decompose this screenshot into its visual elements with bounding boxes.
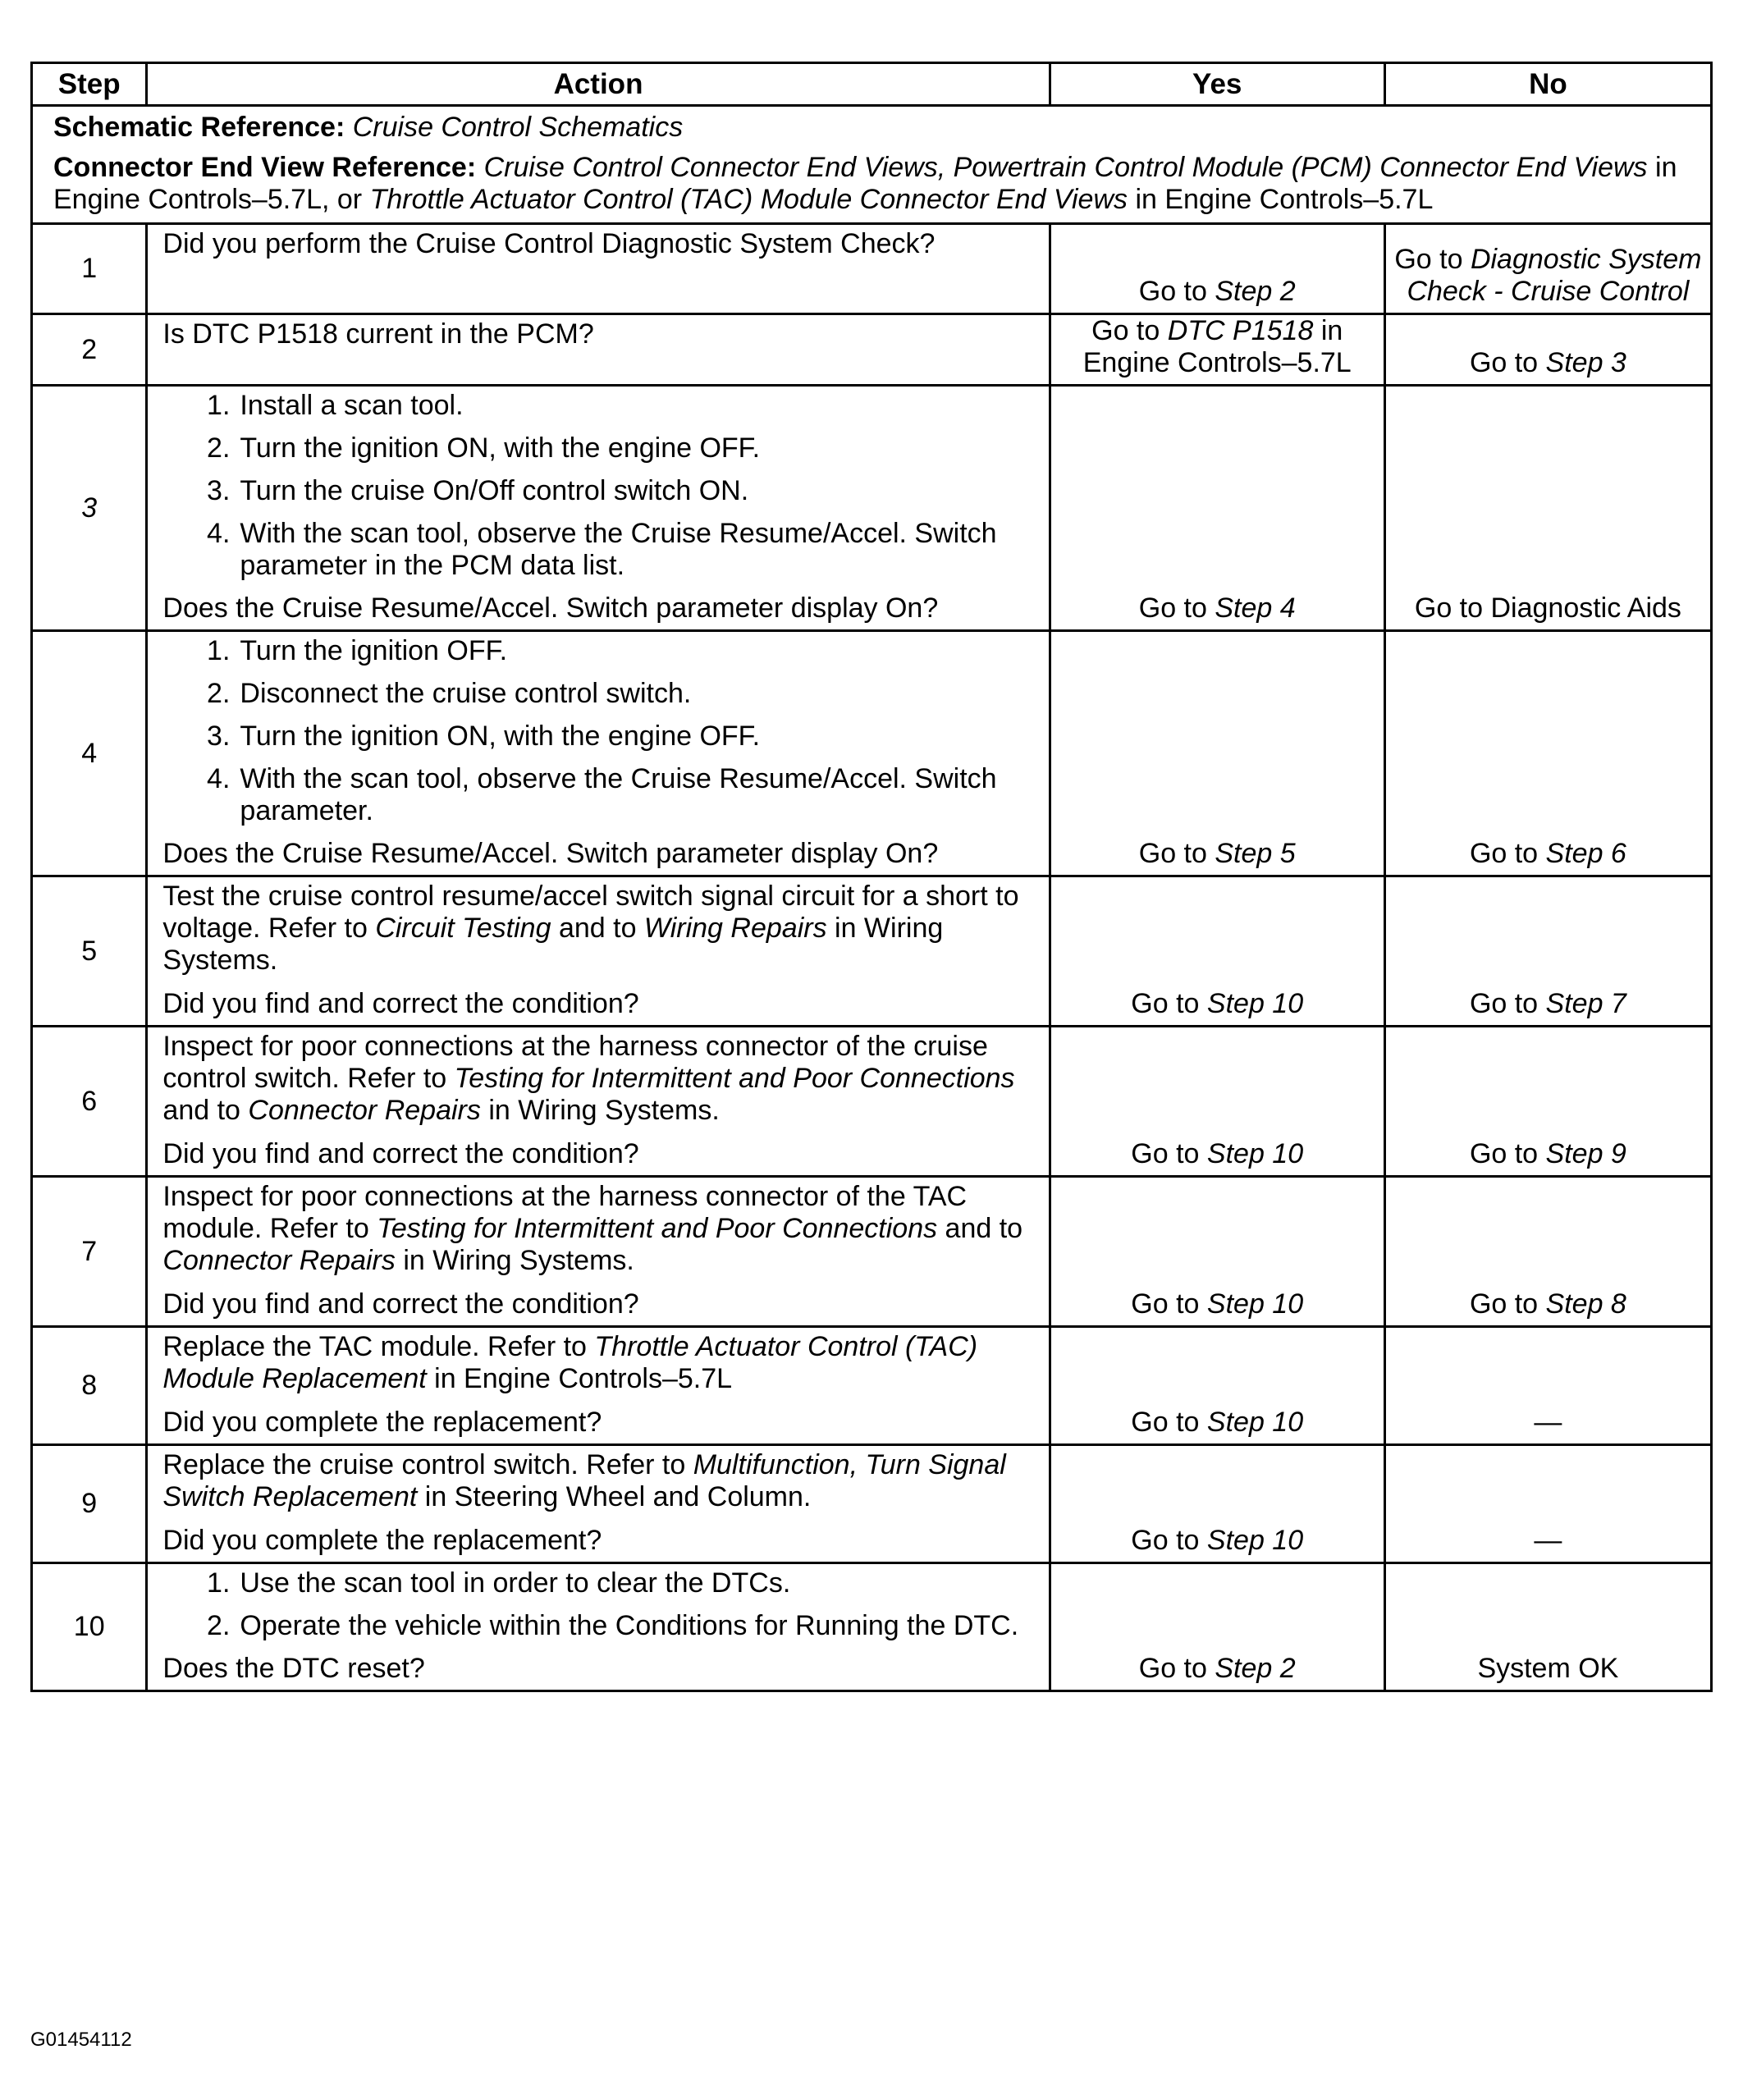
- text-run: in Engine Controls–5.7L: [1128, 184, 1434, 215]
- text-run: in Engine Controls–5.7L: [1082, 315, 1352, 378]
- list-number: 4.: [207, 518, 231, 549]
- step-number: 4: [32, 631, 147, 876]
- step-row: [32, 1563, 1712, 1691]
- list-text: With the scan tool, observe the Cruise Resume/Accel. Switch parameter.: [240, 763, 997, 826]
- no-result: [1384, 876, 1711, 1027]
- text-run: Testing for Intermittent and Poor Connections: [454, 1063, 1015, 1094]
- action-question: Did you find and correct the condition?: [162, 1138, 639, 1169]
- text-run: Step 4: [1215, 592, 1296, 624]
- step-number: 1: [32, 224, 147, 314]
- schematic-reference-value: Cruise Control Schematics: [352, 112, 684, 143]
- action-paragraph: [162, 1181, 1035, 1277]
- step-row: [32, 631, 1712, 876]
- yes-result: [1050, 224, 1384, 314]
- text-run: Go to: [1131, 988, 1207, 1019]
- no-result: [1384, 1177, 1711, 1327]
- list-text: Operate the vehicle within the Conditions for Running the DTC.: [240, 1610, 1019, 1641]
- step-number: 9: [32, 1445, 147, 1563]
- yes-result: [1050, 314, 1384, 386]
- text-run: Connector Repairs: [248, 1095, 481, 1126]
- text-run: Go to Diagnostic Aids: [1414, 592, 1681, 624]
- action-list: [162, 1567, 1035, 1642]
- text-run: Go to: [1131, 1138, 1207, 1169]
- step-action: [147, 1027, 1050, 1177]
- text-run: Go to: [1138, 1653, 1215, 1684]
- figure-code: G01454112: [30, 2029, 132, 2051]
- text-run: Multifunction, Turn Signal Switch Replacement: [162, 1449, 1006, 1512]
- step-action: [147, 314, 1050, 386]
- step-number: 7: [32, 1177, 147, 1327]
- text-run: System OK: [1477, 1653, 1619, 1684]
- list-item: [162, 763, 1035, 827]
- reference-row: [32, 106, 1712, 224]
- action-paragraph: [162, 1031, 1035, 1127]
- step-action: [147, 1327, 1050, 1445]
- step-row: [32, 1177, 1712, 1327]
- action-question: Did you find and correct the condition?: [162, 988, 639, 1019]
- list-text: Install a scan tool.: [240, 390, 464, 421]
- no-result: [1384, 1027, 1711, 1177]
- text-run: in Steering Wheel and Column.: [417, 1481, 812, 1512]
- text-run: Circuit Testing: [375, 913, 551, 944]
- step-row: [32, 1327, 1712, 1445]
- text-run: Step 6: [1545, 838, 1626, 869]
- text-run: Step 10: [1206, 1288, 1304, 1320]
- diagnostic-table: [30, 62, 1713, 1692]
- header-yes: Yes: [1050, 63, 1384, 106]
- list-number: 1.: [207, 1567, 231, 1599]
- list-text: Use the scan tool in order to clear the DTCs.: [240, 1567, 791, 1599]
- list-number: 2.: [207, 432, 231, 464]
- step-number: 10: [32, 1563, 147, 1691]
- list-number: 3.: [207, 721, 231, 752]
- text-run: Step 3: [1545, 347, 1626, 378]
- no-result: [1384, 1327, 1711, 1445]
- text-run: Inspect for poor connections at the harness connector of the TAC module. Refer to: [162, 1181, 968, 1244]
- step-row: [32, 224, 1712, 314]
- text-run: Step 7: [1545, 988, 1626, 1019]
- list-item: [162, 635, 1035, 667]
- action-paragraph: [162, 881, 1035, 977]
- step-action: [147, 631, 1050, 876]
- step-action: [147, 1177, 1050, 1327]
- action-question: Did you complete the replacement?: [162, 1525, 602, 1556]
- text-run: Go to: [1469, 988, 1546, 1019]
- text-run: Testing for Intermittent and Poor Connections: [377, 1213, 938, 1244]
- step-action: [147, 386, 1050, 631]
- text-run: Step 10: [1206, 1525, 1304, 1556]
- text-run: Step 10: [1206, 1138, 1304, 1169]
- header-row: [32, 63, 1712, 106]
- step-number: 5: [32, 876, 147, 1027]
- text-run: Go to: [1131, 1288, 1207, 1320]
- action-list: [162, 390, 1035, 582]
- header-no: No: [1384, 63, 1711, 106]
- step-row: [32, 386, 1712, 631]
- list-item: [162, 518, 1035, 582]
- text-run: in Wiring Systems.: [162, 913, 944, 976]
- step-number: 8: [32, 1327, 147, 1445]
- text-run: Step 2: [1215, 276, 1296, 307]
- text-run: in Engine Controls–5.7L: [426, 1363, 733, 1394]
- text-run: Go to: [1138, 276, 1215, 307]
- text-run: Step 10: [1206, 988, 1304, 1019]
- yes-result: [1050, 1027, 1384, 1177]
- list-text: Turn the cruise On/Off control switch ON.: [240, 475, 749, 506]
- text-run: Throttle Actuator Control (TAC) Module Replacement: [162, 1331, 978, 1394]
- schematic-reference: [53, 112, 1690, 144]
- text-run: and to: [937, 1213, 1023, 1244]
- text-run: Step 8: [1545, 1288, 1626, 1320]
- list-item: [162, 1610, 1035, 1642]
- text-run: Go to: [1138, 838, 1215, 869]
- connector-reference-label: Connector End View Reference:: [53, 152, 477, 183]
- action-question: Does the DTC reset?: [162, 1653, 425, 1684]
- list-number: 2.: [207, 678, 231, 709]
- text-run: Go to: [1469, 838, 1546, 869]
- text-run: Go to: [1131, 1525, 1207, 1556]
- yes-result: [1050, 876, 1384, 1027]
- no-result: [1384, 314, 1711, 386]
- no-result: [1384, 1563, 1711, 1691]
- list-text: Disconnect the cruise control switch.: [240, 678, 692, 709]
- action-question: Did you complete the replacement?: [162, 1407, 602, 1438]
- no-result: [1384, 386, 1711, 631]
- step-number: 3: [32, 386, 147, 631]
- text-run: Cruise Control Connector End Views, Powertrain Control Module (PCM) Connector End Views: [483, 152, 1648, 183]
- list-item: [162, 678, 1035, 710]
- list-number: 4.: [207, 763, 231, 794]
- text-run: Step 2: [1215, 1653, 1296, 1684]
- list-text: Turn the ignition ON, with the engine OFF.: [240, 432, 761, 464]
- step-action: [147, 876, 1050, 1027]
- step-row: [32, 314, 1712, 386]
- step-action: [147, 1563, 1050, 1691]
- list-number: 1.: [207, 390, 231, 421]
- action-list: [162, 635, 1035, 827]
- reference-cell: [32, 106, 1712, 224]
- step-action: [147, 224, 1050, 314]
- text-run: Connector Repairs: [162, 1245, 396, 1276]
- text-run: Go to: [1469, 347, 1546, 378]
- connector-reference: [53, 152, 1690, 216]
- yes-result: [1050, 631, 1384, 876]
- action-question: Did you perform the Cruise Control Diagnostic System Check?: [162, 228, 936, 259]
- no-result: [1384, 631, 1711, 876]
- step-number: 6: [32, 1027, 147, 1177]
- text-run: Step 5: [1215, 838, 1296, 869]
- action-question: Does the Cruise Resume/Accel. Switch parameter display On?: [162, 592, 939, 624]
- yes-result: [1050, 1177, 1384, 1327]
- text-run: Step 9: [1545, 1138, 1626, 1169]
- text-run: Diagnostic System Check - Cruise Control: [1407, 244, 1702, 307]
- text-run: —: [1534, 1525, 1562, 1556]
- text-run: Replace the cruise control switch. Refer to: [162, 1449, 693, 1480]
- header-action: Action: [147, 63, 1050, 106]
- list-number: 1.: [207, 635, 231, 666]
- yes-result: [1050, 1563, 1384, 1691]
- list-item: [162, 721, 1035, 753]
- action-question: Did you find and correct the condition?: [162, 1288, 639, 1320]
- text-run: —: [1534, 1407, 1562, 1438]
- no-result: [1384, 224, 1711, 314]
- text-run: Inspect for poor connections at the harness connector of the cruise control switch. Refer to: [162, 1031, 988, 1094]
- text-run: Go to: [1091, 315, 1168, 346]
- text-run: Go to: [1469, 1288, 1546, 1320]
- yes-result: [1050, 386, 1384, 631]
- list-item: [162, 1567, 1035, 1599]
- list-item: [162, 390, 1035, 422]
- list-text: With the scan tool, observe the Cruise Resume/Accel. Switch parameter in the PCM data list.: [240, 518, 997, 581]
- text-run: in Engine Controls–5.7L, or: [53, 152, 1677, 215]
- action-question: Is DTC P1518 current in the PCM?: [162, 318, 594, 350]
- text-run: Step 10: [1206, 1407, 1304, 1438]
- no-result: [1384, 1445, 1711, 1563]
- action-paragraph: [162, 1449, 1035, 1513]
- step-row: [32, 876, 1712, 1027]
- step-row: [32, 1027, 1712, 1177]
- list-number: 2.: [207, 1610, 231, 1641]
- text-run: Replace the TAC module. Refer to: [162, 1331, 595, 1362]
- list-text: Turn the ignition OFF.: [240, 635, 508, 666]
- step-action: [147, 1445, 1050, 1563]
- step-row: [32, 1445, 1712, 1563]
- yes-result: [1050, 1327, 1384, 1445]
- text-run: and to: [551, 913, 644, 944]
- text-run: in Wiring Systems.: [480, 1095, 720, 1126]
- text-run: Wiring Repairs: [643, 913, 827, 944]
- header-step: Step: [32, 63, 147, 106]
- schematic-reference-label: Schematic Reference:: [53, 112, 345, 143]
- text-run: Throttle Actuator Control (TAC) Module Connector End Views: [369, 184, 1128, 215]
- action-paragraph: [162, 1331, 1035, 1395]
- action-question: Does the Cruise Resume/Accel. Switch parameter display On?: [162, 838, 939, 869]
- text-run: DTC P1518: [1167, 315, 1314, 346]
- text-run: Go to: [1394, 244, 1471, 275]
- text-run: Go to: [1469, 1138, 1546, 1169]
- list-number: 3.: [207, 475, 231, 506]
- yes-result: [1050, 1445, 1384, 1563]
- text-run: Go to: [1138, 592, 1215, 624]
- text-run: and to: [162, 1095, 249, 1126]
- text-run: in Wiring Systems.: [395, 1245, 634, 1276]
- list-text: Turn the ignition ON, with the engine OFF.: [240, 721, 761, 752]
- list-item: [162, 432, 1035, 464]
- text-run: Go to: [1131, 1407, 1207, 1438]
- list-item: [162, 475, 1035, 507]
- step-number: 2: [32, 314, 147, 386]
- text-run: Test the cruise control resume/accel switch signal circuit for a short to voltage. Refer to: [162, 881, 1019, 944]
